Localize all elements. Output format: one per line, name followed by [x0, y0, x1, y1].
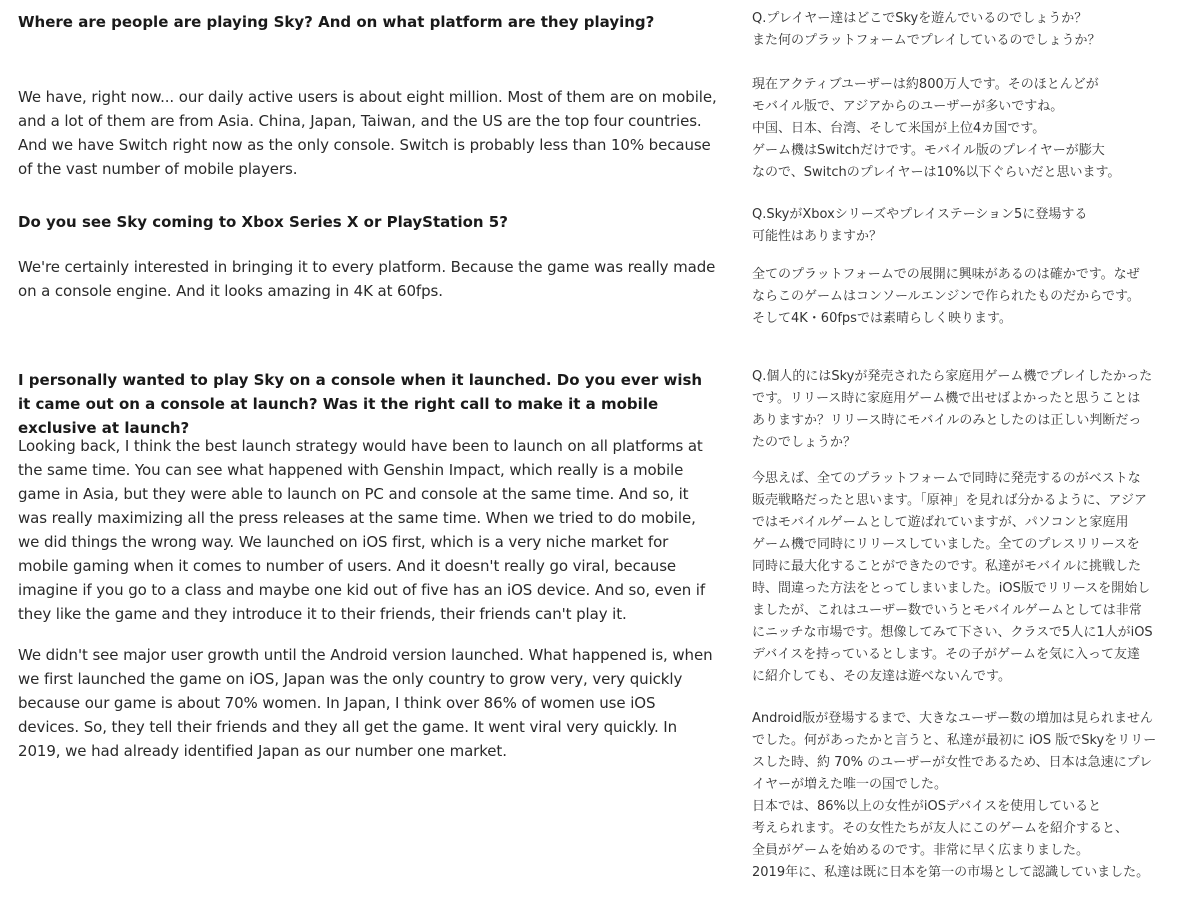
jp-line: 可能性はありますか？ [752, 229, 883, 244]
answer-paragraph: We have, right now... our daily active users is about eight million. Most of them are on mobile, and a lot of them are from Asia. China, Japan, Taiwan, and the US are the top four countries. And we have Switch right now as the only console. Switch is probably less than 10% because of the vast number of mobile players. [18, 88, 717, 178]
jp-line: ゲーム機はSwitchだけです。モバイル版のプレイヤーが膨大 [752, 143, 1105, 158]
jp-line: でした。何があったかと言うと、私達が最初に iOS 版でSkyをリリー [752, 733, 1157, 748]
jp-line: 現在アクティブユーザーは約800万人です。そのほとんどが [752, 77, 1099, 92]
jp-line: ならこのゲームはコンソールエンジンで作られたものだからです。 [752, 289, 1140, 304]
jp-line: Q.プレイヤー達はどこでSkyを遊んでいるのでしょうか？ [752, 11, 1088, 26]
jp-line: に紹介しても、その友達は遊べないんです。 [752, 669, 1011, 684]
jp-answer-paragraph [752, 708, 1192, 884]
jp-line: ゲーム機で同時にリリースしていました。全てのプレスリリースを [752, 537, 1140, 552]
jp-answer-paragraph [752, 74, 1192, 184]
jp-line: また何のプラットフォームでプレイしているのでしょうか？ [752, 33, 1101, 48]
jp-line: Q.個人的にはSkyが発売されたら家庭用ゲーム機でプレイしたかった [752, 369, 1153, 384]
jp-question-heading [752, 204, 1192, 248]
jp-question-heading [752, 8, 1192, 52]
jp-line: モバイル版で、アジアからのユーザーが多いですね。 [752, 99, 1064, 114]
question-heading: I personally wanted to play Sky on a console when it launched. Do you ever wish it came out on a console at launch? Was it the right call to make it a mobile exclusive at launch? [18, 371, 703, 437]
question-heading: Where are people are playing Sky? And on what platform are they playing? [18, 13, 655, 31]
answer-paragraph: We're certainly interested in bringing it to every platform. Because the game was really made on a console engine. And it looks amazing in 4K at 60fps. [18, 258, 716, 300]
jp-line: 今思えば、全てのプラットフォームで同時に発売するのがベストな [752, 471, 1141, 486]
jp-question-heading [752, 366, 1192, 454]
answer-paragraph: We didn't see major user growth until the Android version launched. What happened is, when we first launched the game on iOS, Japan was the only country to grow very, very quickly because our game is about 70% women. In Japan, I think over 86% of women use iOS devices. So, they tell their friends and they all get the game. It went viral very quickly. In 2019, we had already identified Japan as our number one market. [18, 646, 713, 760]
jp-line: 同時に最大化することができたのです。私達がモバイルに挑戦した [752, 559, 1141, 574]
jp-line: 全員がゲームを始めるのです。非常に早く広まりました。 [752, 843, 1089, 858]
jp-line: 2019年に、私達は既に日本を第一の市場として認識していました。 [752, 865, 1150, 880]
jp-line: ましたが、これはユーザー数でいうとモバイルゲームとしては非常 [752, 603, 1142, 618]
jp-line: です。リリース時に家庭用ゲーム機で出せばよかったと思うことは [752, 391, 1141, 406]
jp-line: 考えられます。その女性たちが友人にこのゲームを紹介すると、 [752, 821, 1128, 836]
jp-line: ありますか？リリース時にモバイルのみとしたのは正しい判断だっ [752, 413, 1142, 428]
jp-line: イヤーが増えた唯一の国でした。 [752, 777, 948, 792]
answer-paragraph: Looking back, I think the best launch strategy would have been to launch on all platforms at the same time. You can see what happened with Genshin Impact, which really is a mobile game in Asia, but they were able to launch on PC and console at the same time. And so, it was really maximizing all the press releases at the same time. When we tried to do mobile, we did things the wrong way. We launched on iOS first, which is a very niche market for mobile gaming when it comes to number of users. And it doesn't really go viral, because imagine if you go to a class and maybe one kid out of five has an iOS device. And so, even if they like the game and they introduce it to their friends, their friends can't play it. [18, 437, 706, 623]
jp-line: 全てのプラットフォームでの展開に興味があるのは確かです。なぜ [752, 267, 1140, 282]
jp-line: デバイスを持っているとします。その子がゲームを気に入って友達 [752, 647, 1141, 662]
jp-line: にニッチな市場です。想像してみて下さい、クラスで5人に1人がiOS [752, 625, 1153, 640]
jp-line: なので、Switchのプレイヤーは10%以下ぐらいだと思います。 [752, 165, 1121, 180]
jp-line: 時、間違った方法をとってしまいました。iOS版でリリースを開始し [752, 581, 1151, 596]
jp-line: 中国、日本、台湾、そして米国が上位4カ国です。 [752, 121, 1046, 136]
jp-line: Q.SkyがXboxシリーズやプレイステーション5に登場する [752, 207, 1088, 222]
jp-line: 販売戦略だったと思います。「原神」を見れば分かるように、アジア [752, 493, 1147, 508]
jp-line: スした時、約 70% のユーザーが女性であるため、日本は急速にプレ [752, 755, 1153, 770]
jp-answer-paragraph [752, 264, 1192, 330]
jp-line: たのでしょうか？ [752, 435, 857, 450]
jp-line: そして4K・60fpsでは素晴らしく映ります。 [752, 311, 1012, 326]
jp-line: Android版が登場するまで、大きなユーザー数の増加は見られません [752, 711, 1154, 726]
jp-answer-paragraph [752, 468, 1192, 688]
jp-line: ではモバイルゲームとして遊ばれていますが、パソコンと家庭用 [752, 515, 1129, 530]
question-heading: Do you see Sky coming to Xbox Series X or PlayStation 5? [18, 213, 508, 231]
jp-line: 日本では、86%以上の女性がiOSデバイスを使用していると [752, 799, 1102, 814]
